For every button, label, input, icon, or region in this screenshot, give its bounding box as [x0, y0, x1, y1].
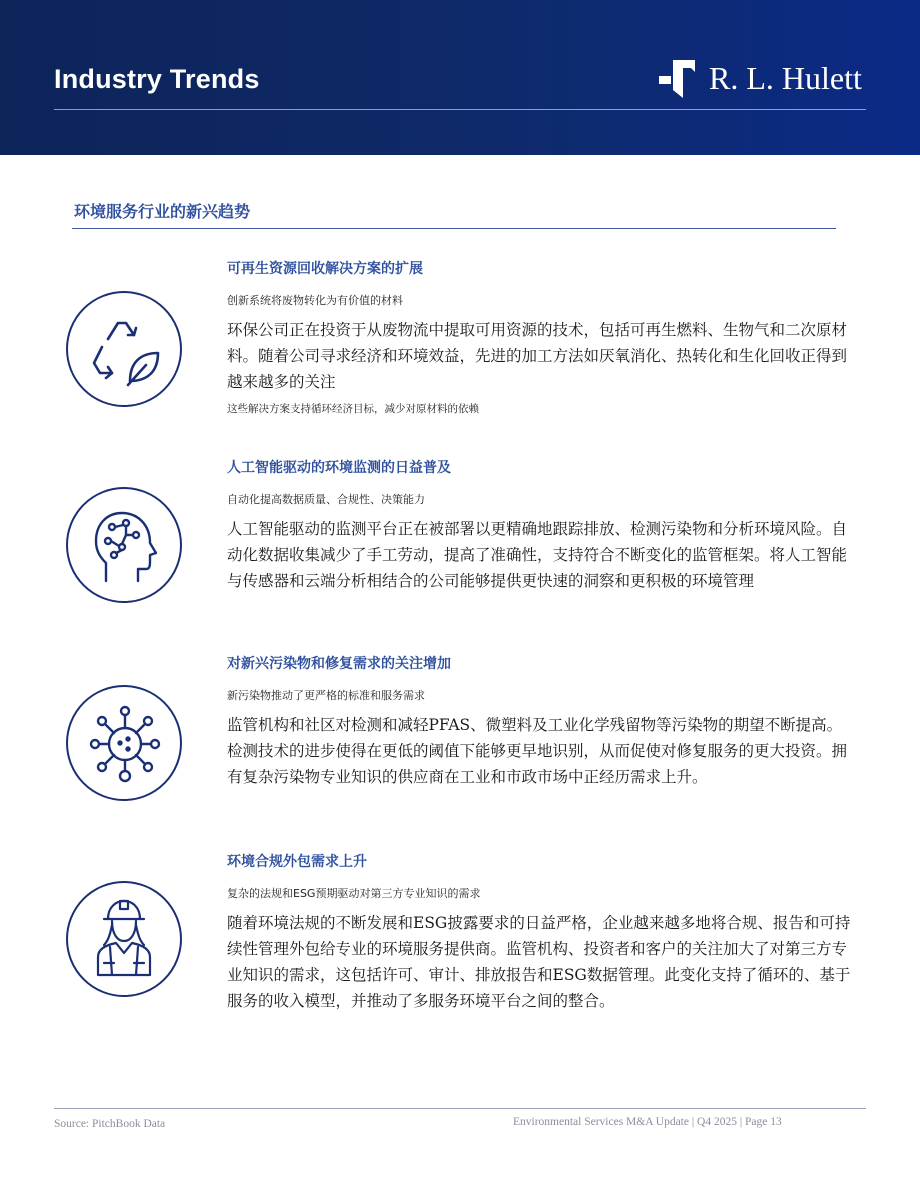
safety-worker-icon: [66, 881, 182, 997]
footer-page-info: Environmental Services M&A Update | Q4 2025 | Page 13: [513, 1116, 782, 1128]
trend-title: 环境合规外包需求上升: [227, 854, 367, 870]
trend-body: 环保公司正在投资于从废物流中提取可用资源的技术，包括可再生燃料、生物气和二次原材料。随着公司寻求经济和环境效益，先进的加工方法如厌氧消化、热转化和生化回收正得到越来越多的关注: [227, 321, 848, 391]
company-logo: [657, 58, 867, 102]
logo-wordmark: R. L. Hulett: [709, 60, 862, 96]
trend-item: [227, 458, 853, 594]
section-divider: [72, 228, 836, 229]
trend-body: 随着环境法规的不断发展和ESG披露要求的日益严格，企业越来越多地将合规、报告和可持续性管理外包给专业的环境服务提供商。监管机构、投资者和客户的关注加大了对第三方专业知识的需求，这包括许可、审计、排放报告和ESG数据管理。此变化支持了循环的、基于服务的收入模型，并推动了多服务环境平台之间的整合。: [227, 914, 851, 1010]
logo-mark-icon: [657, 58, 697, 100]
page-title: Industry Trends: [54, 64, 260, 94]
trend-subtitle: 自动化提高数据质量、合规性、决策能力: [227, 493, 425, 506]
trend-note: 这些解决方案支持循环经济目标，减少对原材料的依赖: [227, 403, 479, 415]
trend-body: 监管机构和社区对检测和减轻PFAS、微塑料及工业化学残留物等污染物的期望不断提高。检测技术的进步使得在更低的阈值下能够更早地识别，从而促使对修复服务的更大投资。拥有复杂污染物专业知识的供应商在工业和市政市场中正经历需求上升。: [227, 716, 848, 786]
trend-title: 可再生资源回收解决方案的扩展: [227, 261, 423, 277]
footer-divider: [54, 1108, 866, 1109]
page-header: [0, 0, 920, 155]
trend-title: 人工智能驱动的环境监测的日益普及: [227, 460, 451, 476]
recycle-leaf-icon: [66, 291, 182, 407]
contaminant-molecule-icon: [66, 685, 182, 801]
trend-body: 人工智能驱动的监测平台正在被部署以更精确地跟踪排放、检测污染物和分析环境风险。自动化数据收集减少了手工劳动，提高了准确性，支持符合不断变化的监管框架。将人工智能与传感器和云端分析相结合的公司能够提供更快速的洞察和更积极的环境管理: [227, 520, 848, 590]
section-title: 环境服务行业的新兴趋势: [74, 202, 251, 221]
footer-source: Source: PitchBook Data: [54, 1118, 166, 1130]
trend-subtitle: 复杂的法规和ESG预期驱动对第三方专业知识的需求: [227, 887, 481, 900]
ai-head-circuit-icon: [66, 487, 182, 603]
trend-subtitle: 创新系统将废物转化为有价值的材料: [227, 294, 403, 307]
header-divider: [54, 109, 866, 110]
trend-item: [227, 259, 853, 417]
trend-title: 对新兴污染物和修复需求的关注增加: [227, 656, 451, 672]
trend-item: [227, 654, 853, 790]
trend-subtitle: 新污染物推动了更严格的标准和服务需求: [227, 689, 425, 702]
trend-item: [227, 852, 853, 1014]
